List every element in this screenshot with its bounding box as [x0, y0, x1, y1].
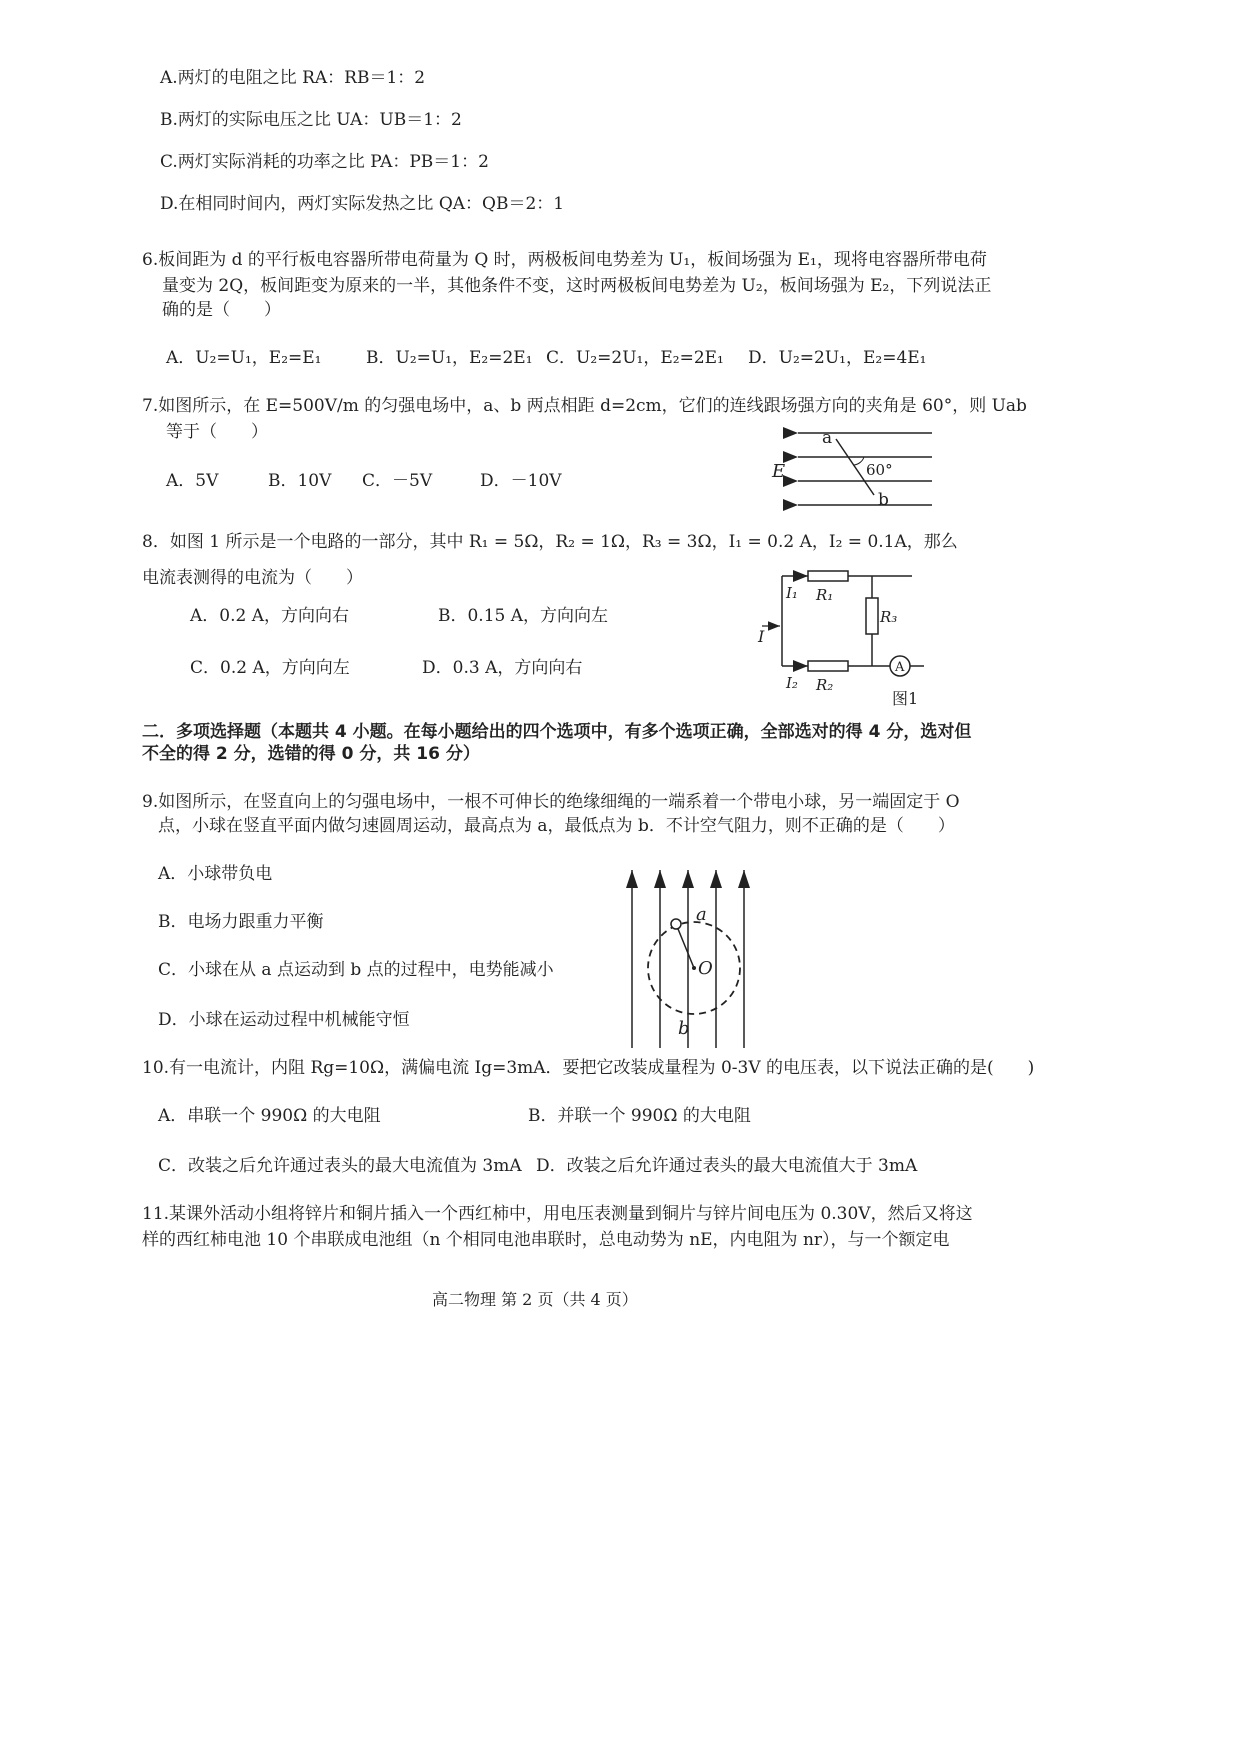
- figure-caption: 图1: [892, 689, 919, 708]
- string: [676, 924, 694, 968]
- q9-option-d: D．小球在运动过程中机械能守恒: [158, 1010, 410, 1030]
- resistor-r1: [808, 571, 848, 581]
- q6-option-d: D．U₂=2U₁，E₂=4E₁: [748, 348, 927, 368]
- point-o-label: O: [698, 958, 713, 979]
- q8-stem-line2: 电流表测得的电流为（ ）: [142, 568, 363, 588]
- q7-option-a: A．5V: [166, 471, 219, 491]
- q6-stem-line2: 量变为 2Q，板间距变为原来的一半，其他条件不变，这时两极板间电势差为 U₂，板间场强为 E₂，下列说法正: [162, 276, 992, 296]
- section2-heading-line2: 不全的得 2 分，选错的得 0 分，共 16 分）: [142, 744, 480, 764]
- resistor-r1-label: R₁: [816, 586, 834, 604]
- q8-stem-line1: 8．如图 1 所示是一个电路的一部分，其中 R₁ = 5Ω，R₂ = 1Ω，R₃ = 3Ω，I₁ = 0.2 A，I₂ = 0.1A，那么: [142, 532, 958, 552]
- section2-heading-line1: 二．多项选择题（本题共 4 小题。在每小题给出的四个选项中，有多个选项正确，全部选对的得 4 分，选对但: [142, 722, 972, 742]
- q7-field-diagram: [760, 425, 950, 515]
- q8-circuit-diagram: [752, 568, 952, 718]
- resistor-r2: [808, 661, 848, 671]
- resistor-r3-label: R₃: [880, 608, 898, 626]
- q8-option-a: A．0.2 A，方向向右: [190, 606, 349, 626]
- ammeter-label: A: [895, 660, 905, 675]
- q7-option-c: C．－5V: [362, 471, 433, 491]
- q7-option-d: D．－10V: [480, 471, 562, 491]
- q9-option-a: A．小球带负电: [158, 864, 273, 884]
- q10-option-c: C．改装之后允许通过表头的最大电流值为 3mA: [158, 1156, 522, 1176]
- q9-field-diagram: [622, 862, 762, 1052]
- current-i2-label: I₂: [786, 674, 798, 692]
- q6-option-c: C．U₂=2U₁，E₂=2E₁: [546, 348, 724, 368]
- page-footer: 高二物理 第 2 页（共 4 页）: [432, 1290, 638, 1309]
- point-a-label: a: [822, 428, 833, 448]
- q6-stem-line3: 确的是（ ）: [162, 300, 281, 320]
- q10-option-a: A．串联一个 990Ω 的大电阻: [158, 1106, 381, 1126]
- q7-option-b: B．10V: [268, 471, 332, 491]
- charged-ball: [671, 919, 681, 929]
- q9-option-c: C．小球在从 a 点运动到 b 点的过程中，电势能减小: [158, 960, 554, 980]
- field-e-label: E: [772, 461, 786, 482]
- resistor-r3: [866, 598, 878, 634]
- current-i-label: I: [758, 627, 765, 646]
- q5-option-c: C.两灯实际消耗的功率之比 PA：PB＝1：2: [160, 152, 489, 172]
- q10-option-b: B．并联一个 990Ω 的大电阻: [528, 1106, 751, 1126]
- q8-option-b: B．0.15 A，方向向左: [438, 606, 609, 626]
- q9-option-b: B．电场力跟重力平衡: [158, 912, 324, 932]
- q5-option-a: A.两灯的电阻之比 RA：RB＝1：2: [160, 68, 426, 88]
- point-a-label: a: [696, 904, 707, 925]
- q5-option-d: D.在相同时间内，两灯实际发热之比 QA：QB＝2：1: [160, 194, 565, 214]
- current-i1-label: I₁: [786, 584, 798, 602]
- q7-stem-line2: 等于（ ）: [166, 422, 268, 442]
- q11-stem-line1: 11.某课外活动小组将锌片和铜片插入一个西红柿中，用电压表测量到铜片与锌片间电压为 0.30V，然后又将这: [142, 1204, 973, 1224]
- q9-stem-line1: 9.如图所示，在竖直向上的匀强电场中，一根不可伸长的绝缘细绳的一端系着一个带电小球，另一端固定于 O: [142, 792, 960, 812]
- q10-stem: 10.有一电流计，内阻 Rg=10Ω，满偏电流 Ig=3mA．要把它改装成量程为 0-3V 的电压表，以下说法正确的是( ): [142, 1058, 1035, 1078]
- q7-stem-line1: 7.如图所示，在 E=500V/m 的匀强电场中，a、b 两点相距 d=2cm，它们的连线跟场强方向的夹角是 60°，则 Uab: [142, 396, 1027, 416]
- q8-option-c: C．0.2 A，方向向左: [190, 658, 350, 678]
- q5-option-b: B.两灯的实际电压之比 UA：UB＝1：2: [160, 110, 462, 130]
- q9-stem-line2: 点，小球在竖直平面内做匀速圆周运动，最高点为 a，最低点为 b．不计空气阻力，则不正确的是（ ）: [158, 816, 955, 836]
- q6-option-a: A．U₂=U₁，E₂=E₁: [166, 348, 322, 368]
- point-b-label: b: [678, 1018, 690, 1039]
- q6-option-b: B．U₂=U₁，E₂=2E₁: [366, 348, 533, 368]
- q8-option-d: D．0.3 A，方向向右: [422, 658, 583, 678]
- angle-arc: [854, 457, 864, 465]
- q11-stem-line2: 样的西红柿电池 10 个串联成电池组（n 个相同电池串联时，总电动势为 nE，内电阻为 nr），与一个额定电: [142, 1230, 950, 1250]
- q6-stem-line1: 6.板间距为 d 的平行板电容器所带电荷量为 Q 时，两极板间电势差为 U₁，板间场强为 E₁，现将电容器所带电荷: [142, 250, 987, 270]
- point-b-label: b: [878, 490, 889, 510]
- q10-option-d: D．改装之后允许通过表头的最大电流值大于 3mA: [536, 1156, 918, 1176]
- resistor-r2-label: R₂: [816, 676, 834, 694]
- angle-label: 60°: [866, 461, 893, 479]
- pivot-point: [692, 966, 696, 970]
